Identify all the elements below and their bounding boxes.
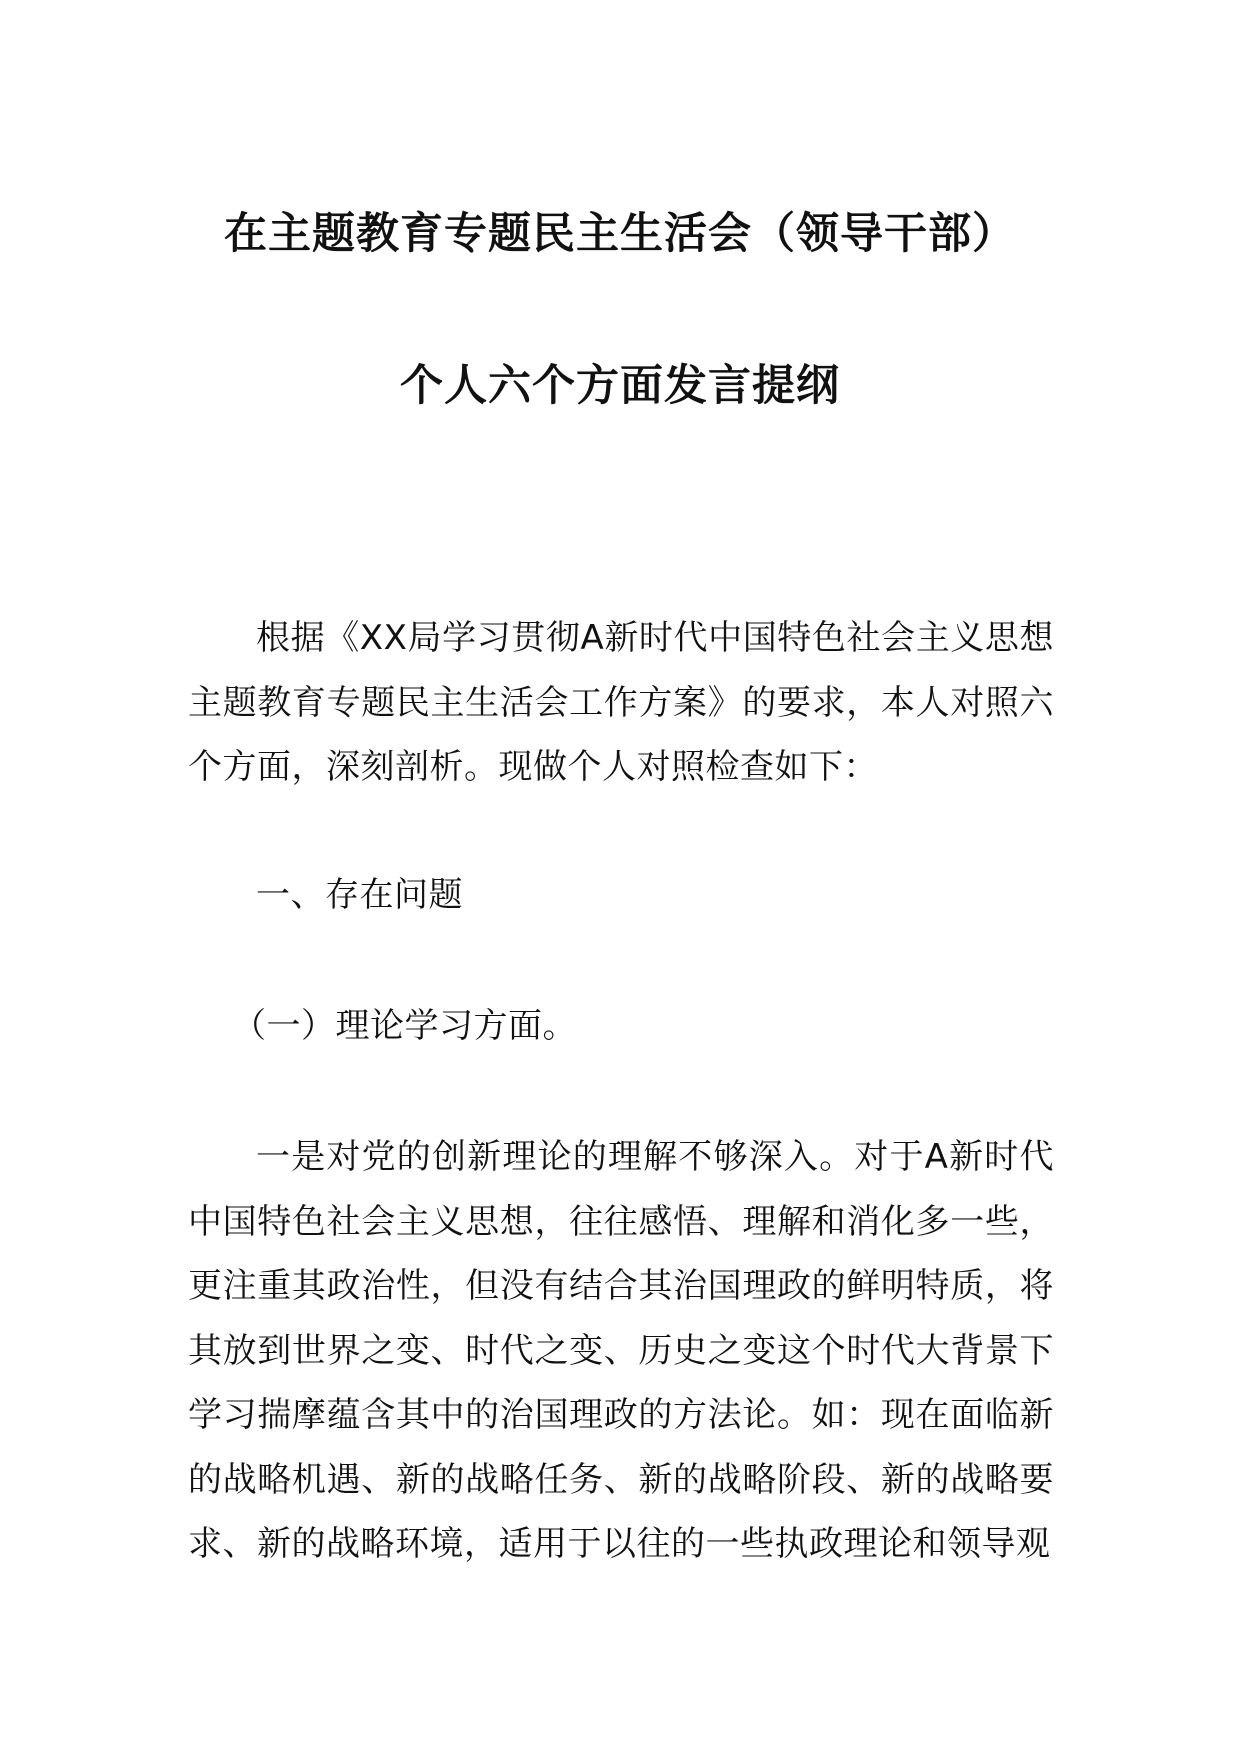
document-title-line-2: 个人六个方面发言提纲 — [400, 361, 840, 411]
body-paragraph: 一是对党的创新理论的理解不够深入。对于A新时代中国特色社会主义思想，往往感悟、理解和消化多一些，更注重其政治性，但没有结合其治国理政的鲜明特质，将其放到世界之变、时代之变、历史之变这个时代大背景下学习揣摩蕴含其中的治国理政的方法论。如：现在面临新的战略机遇、新的战略任务、新的战略阶段、新的战略要求、新的战略环境，适用于以往的一些执政理论和领导观 — [188, 1137, 1054, 1564]
intro-paragraph: 根据《XX局学习贯彻A新时代中国特色社会主义思想主题教育专题民主生活会工作方案》的要求，本人对照六个方面，深刻剖析。现做个人对照检查如下： — [188, 618, 1054, 787]
section-heading: 一、存在问题 — [256, 875, 463, 915]
subsection-heading: （一）理论学习方面。 — [232, 1006, 577, 1046]
document-title-line-1: 在主题教育专题民主生活会（领导干部） — [224, 209, 1016, 259]
